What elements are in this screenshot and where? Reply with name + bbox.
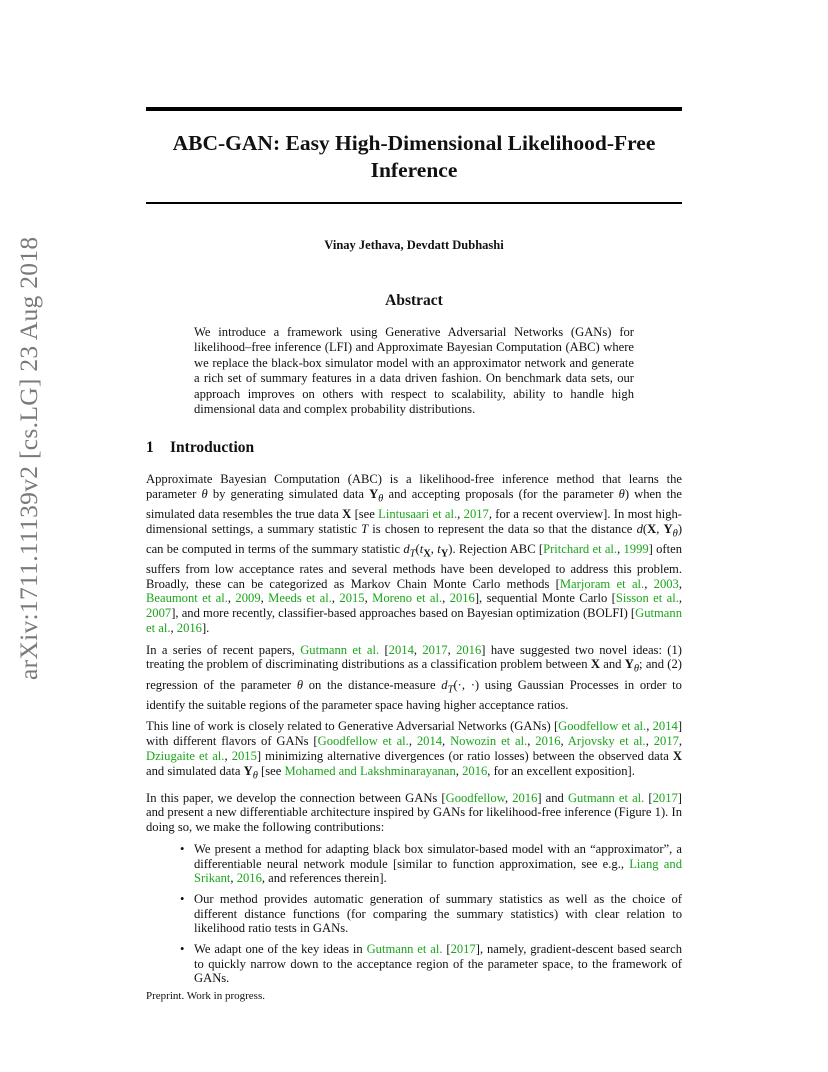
title-bottom-rule (146, 202, 682, 204)
citation-link[interactable]: 2017 (652, 790, 678, 805)
paper-title: ABC-GAN: Easy High-Dimensional Likelihood-Free Inference (172, 131, 656, 182)
citation-link[interactable]: 2016 (236, 871, 262, 886)
paragraph: In a series of recent papers, Gutmann et al. [2014, 2017, 2016] have suggested two novel ideas: (1) treating the problem of discriminating distributions as a classification problem between X and $Y_\theta$; and (2) regression of the parameter θ on the distance-measure $d_T(\cdot$, ·) using Gaussian Processes in order to identify the suitable regions of the parameter space having higher acceptance ratios. (146, 642, 682, 712)
citation-link[interactable]: Goodfellow et al. (317, 734, 409, 749)
contributions-list (146, 842, 682, 986)
citation-link[interactable]: 2016 (462, 763, 488, 778)
citation-link[interactable]: 2015 (339, 591, 365, 606)
citation-link[interactable]: Pritchard et al. (543, 541, 618, 556)
citation-link[interactable]: 2017 (450, 942, 476, 957)
body-text (146, 472, 682, 992)
citation-link[interactable]: Gutmann et al. (366, 942, 443, 957)
citation-link[interactable]: 2016 (176, 620, 202, 635)
citation-link[interactable]: Sisson et al. (615, 591, 679, 606)
citation-link[interactable]: 2009 (235, 591, 261, 606)
arxiv-stamp: arXiv:1711.11139v2 [cs.LG] 23 Aug 2018 (14, 236, 43, 680)
citation-link[interactable]: 2014 (388, 642, 414, 657)
list-item: • We present a method for adapting black box simulator-based model with an “approximator”, a differentiable neural network module [similar to function approximation, see e.g., Liang and Srikant, 2016, and references therein]. (180, 841, 682, 886)
paragraph: In this paper, we develop the connection between GANs [Goodfellow, 2016] and Gutmann et al. [2017] and present a new differentiable architecture inspired by GANs for likelihood-free inference (Figure 1). In doing so, we make the following contributions: (146, 790, 682, 835)
citation-link[interactable]: Beaumont et al. (146, 591, 228, 606)
citation-link[interactable]: 2017 (422, 642, 448, 657)
citation-link[interactable]: Lintusaari et al. (378, 506, 458, 521)
citation-link[interactable]: 1999 (623, 541, 649, 556)
citation-link[interactable]: 2016 (449, 591, 475, 606)
citation-link[interactable]: Liang and Srikant (194, 856, 682, 886)
section-heading (146, 439, 254, 457)
paragraph: This line of work is closely related to Generative Adversarial Networks (GANs) [Goodfellow et al., 2014] with different flavors of GANs [Goodfellow et al., 2014, Nowozin et al., 2016, Arjovsky et al., 2017, Dziugaite et al., 2015] minimizing alternative divergences (or ratio losses) between the observed data X and simulated data $Y_\theta$ [see Mohamed and Lakshminarayanan, 2016, for an excellent exposition]. (146, 719, 683, 782)
citation-link[interactable]: Gutmann et al. (567, 790, 645, 805)
citation-link[interactable]: Meeds et al. (268, 591, 332, 606)
abstract-heading: Abstract (385, 292, 443, 309)
citation-link[interactable]: Goodfellow (445, 790, 505, 805)
citation-link[interactable]: 2017 (653, 734, 679, 749)
citation-link[interactable]: Moreno et al. (372, 591, 443, 606)
section-title: Introduction (170, 439, 255, 456)
citation-link[interactable]: 2016 (535, 734, 561, 749)
citation-link[interactable]: Nowozin et al. (450, 734, 528, 749)
citation-link[interactable]: 2017 (463, 506, 489, 521)
abstract-text: We introduce a framework using Generative Adversarial Networks (GANs) for likelihood–free inference (LFI) and Approximate Bayesian Computation (ABC) where we replace the black-box simulator model with an approximator network and generate a rich set of summary features in a data driven fashion. On benchmark data sets, our approach improves on others with respect to scalability, ability to handle high dimensional data and complex probability distributions. (194, 325, 634, 417)
title-top-rule (146, 107, 682, 111)
citation-link[interactable]: 2014 (652, 719, 678, 734)
citation-link[interactable]: Goodfellow et al. (558, 719, 647, 734)
citation-link[interactable]: 2015 (231, 748, 257, 763)
citation-link[interactable]: 2014 (416, 734, 443, 749)
citation-link[interactable]: 2003 (653, 576, 679, 591)
citation-link[interactable]: 2016 (456, 642, 482, 657)
authors: Vinay Jethava, Devdatt Dubhashi (324, 238, 504, 252)
citation-link[interactable]: Marjoram et al. (559, 576, 645, 591)
citation-link[interactable]: Dziugaite et al. (146, 748, 225, 763)
citation-link[interactable]: Arjovsky et al. (567, 734, 646, 749)
section-number: 1 (146, 439, 154, 456)
citation-link[interactable]: Mohamed and Lakshminarayanan (284, 763, 456, 778)
list-item: • We adapt one of the key ideas in Gutmann et al. [2017], namely, gradient-descent based search to quickly narrow down to the acceptance region of the parameter space, to the framework of GANs. (180, 942, 683, 986)
paragraph: Approximate Bayesian Computation (ABC) is a likelihood-free inference method that learns the parameter θ by generating simulated data $Y_\theta$ and accepting proposals (for the parameter θ) when the simulated data resembles the true data X [see Lintusaari et al., 2017, for a recent overview]. In most high-dimensional settings, a summary statistic T is chosen to represent the data so that the distance d(X, $Y_\theta$) can be computed in terms of the summary statistic $d_T(t_X$, $t_Y$). Rejection ABC [Pritchard et al., 1999] often suffers from low acceptance rates and several methods have been developed to address this problem. Broadly, these can be categorized as Markov Chain Monte Carlo methods [Marjoram et al., 2003, Beaumont et al., 2009, Meeds et al., 2015, Moreno et al., 2016], sequential Monte Carlo [Sisson et al., 2007], and more recently, classifier-based approaches based on Bayesian optimization (BOLFI) [Gutmann et al., 2016]. (146, 472, 683, 635)
citation-link[interactable]: Gutmann et al. (146, 606, 682, 635)
citation-link[interactable]: 2016 (512, 790, 538, 805)
citation-link[interactable]: 2007 (146, 606, 172, 621)
list-item: • Our method provides automatic generation of summary statistics as well as the choice of different distance functions (for comparing the summary statistics) with clear relation to likelihood ratio tests in GANs. (180, 891, 682, 936)
citation-link[interactable]: Gutmann et al. (300, 642, 380, 657)
footer-note: Preprint. Work in progress. (146, 990, 265, 1002)
